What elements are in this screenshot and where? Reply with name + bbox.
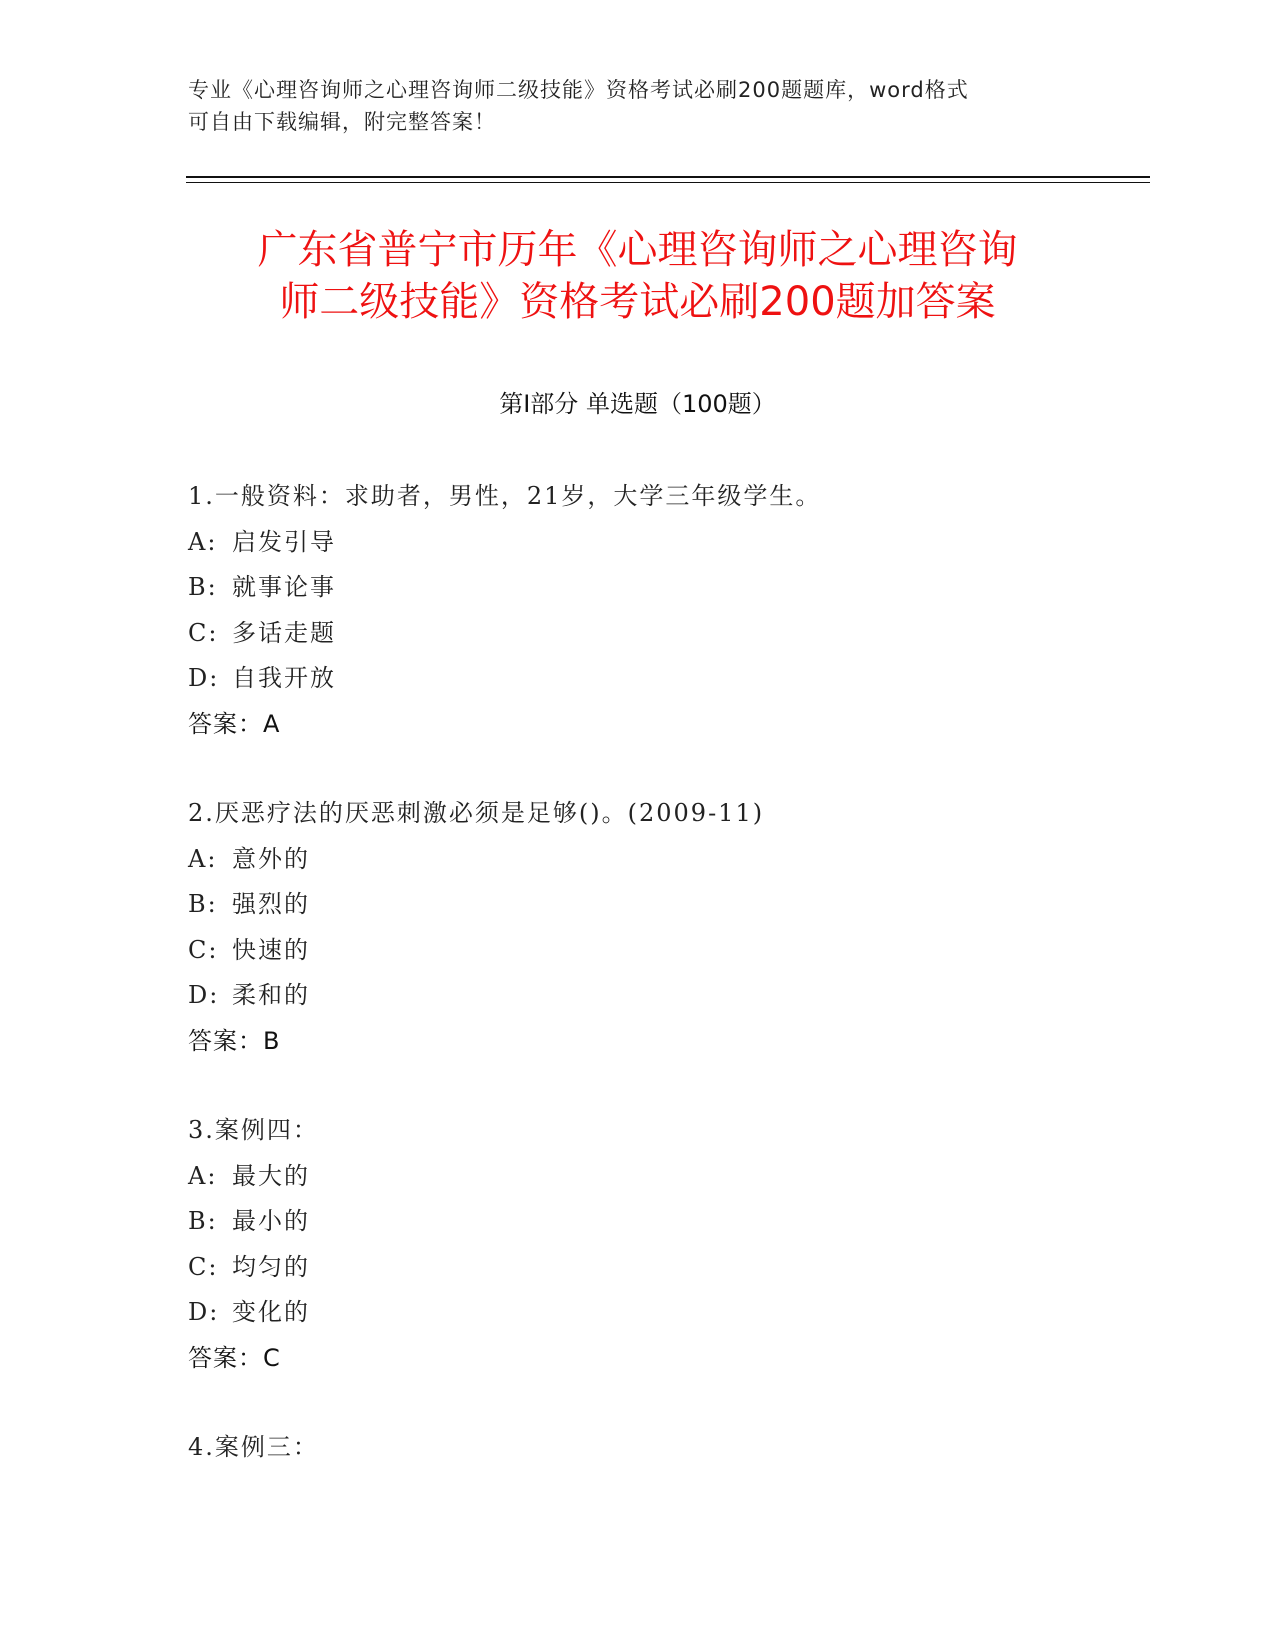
option-text: 就事论事 [232, 573, 336, 601]
option-letter: A: [188, 844, 218, 873]
option-letter: C: [188, 935, 219, 964]
question-stem: 2.厌恶疗法的厌恶刺激必须是足够()。(2009-11) [188, 799, 765, 827]
option-letter: D: [188, 981, 220, 1009]
option-text: 最小的 [232, 1207, 310, 1235]
document-title [150, 224, 1125, 328]
option-text: 最大的 [232, 1161, 310, 1190]
option-d [188, 656, 1148, 702]
question-list [188, 474, 1148, 1515]
option-text: 快速的 [232, 935, 310, 964]
document-title-line2: 师二级技能》资格考试必刷200题加答案 [279, 279, 996, 325]
option-c [188, 611, 1148, 657]
option-letter: A: [188, 527, 218, 556]
option-letter: B: [188, 890, 218, 918]
answer-line: 答案：C [188, 1343, 281, 1372]
question-item [188, 1108, 1148, 1381]
question-stem: 4.案例三： [188, 1433, 319, 1461]
option-text: 多话走题 [232, 618, 336, 647]
option-letter: B: [188, 573, 218, 601]
header-note-line2: 可自由下载编辑，附完整答案！ [188, 110, 496, 134]
option-letter: A: [188, 1161, 218, 1190]
document-title-line1: 广东省普宁市历年《心理咨询师之心理咨询 [257, 227, 1018, 273]
option-text: 均匀的 [232, 1252, 310, 1281]
question-stem: 1.一般资料：求助者，男性，21岁，大学三年级学生。 [188, 482, 822, 510]
answer-line: 答案：B [188, 1026, 281, 1055]
option-a [188, 520, 1148, 566]
question-item [188, 474, 1148, 747]
option-text: 变化的 [232, 1298, 310, 1326]
option-letter: D: [188, 664, 220, 692]
option-c [188, 928, 1148, 974]
header-note-line1: 专业《心理咨询师之心理咨询师二级技能》资格考试必刷200题题库，word格式 [188, 78, 969, 102]
option-text: 意外的 [232, 844, 310, 873]
question-item [188, 1425, 1148, 1471]
option-text: 柔和的 [232, 981, 310, 1009]
section-heading: 第Ⅰ部分 单选题（100题） [499, 390, 776, 418]
question-stem: 3.案例四： [188, 1116, 319, 1144]
question-item [188, 791, 1148, 1064]
option-letter: C: [188, 618, 219, 647]
option-d [188, 973, 1148, 1019]
option-b [188, 1199, 1148, 1245]
option-b [188, 882, 1148, 928]
option-b [188, 565, 1148, 611]
option-letter: C: [188, 1252, 219, 1281]
header-note [188, 74, 1068, 138]
option-a [188, 837, 1148, 883]
option-d [188, 1290, 1148, 1336]
option-text: 启发引导 [232, 527, 336, 556]
header-divider-thin [186, 182, 1150, 183]
option-text: 自我开放 [232, 664, 336, 692]
option-letter: B: [188, 1207, 218, 1235]
option-text: 强烈的 [232, 890, 310, 918]
option-a [188, 1154, 1148, 1200]
answer-line: 答案：A [188, 709, 281, 738]
option-letter: D: [188, 1298, 220, 1326]
option-c [188, 1245, 1148, 1291]
header-divider-thick [186, 176, 1150, 178]
